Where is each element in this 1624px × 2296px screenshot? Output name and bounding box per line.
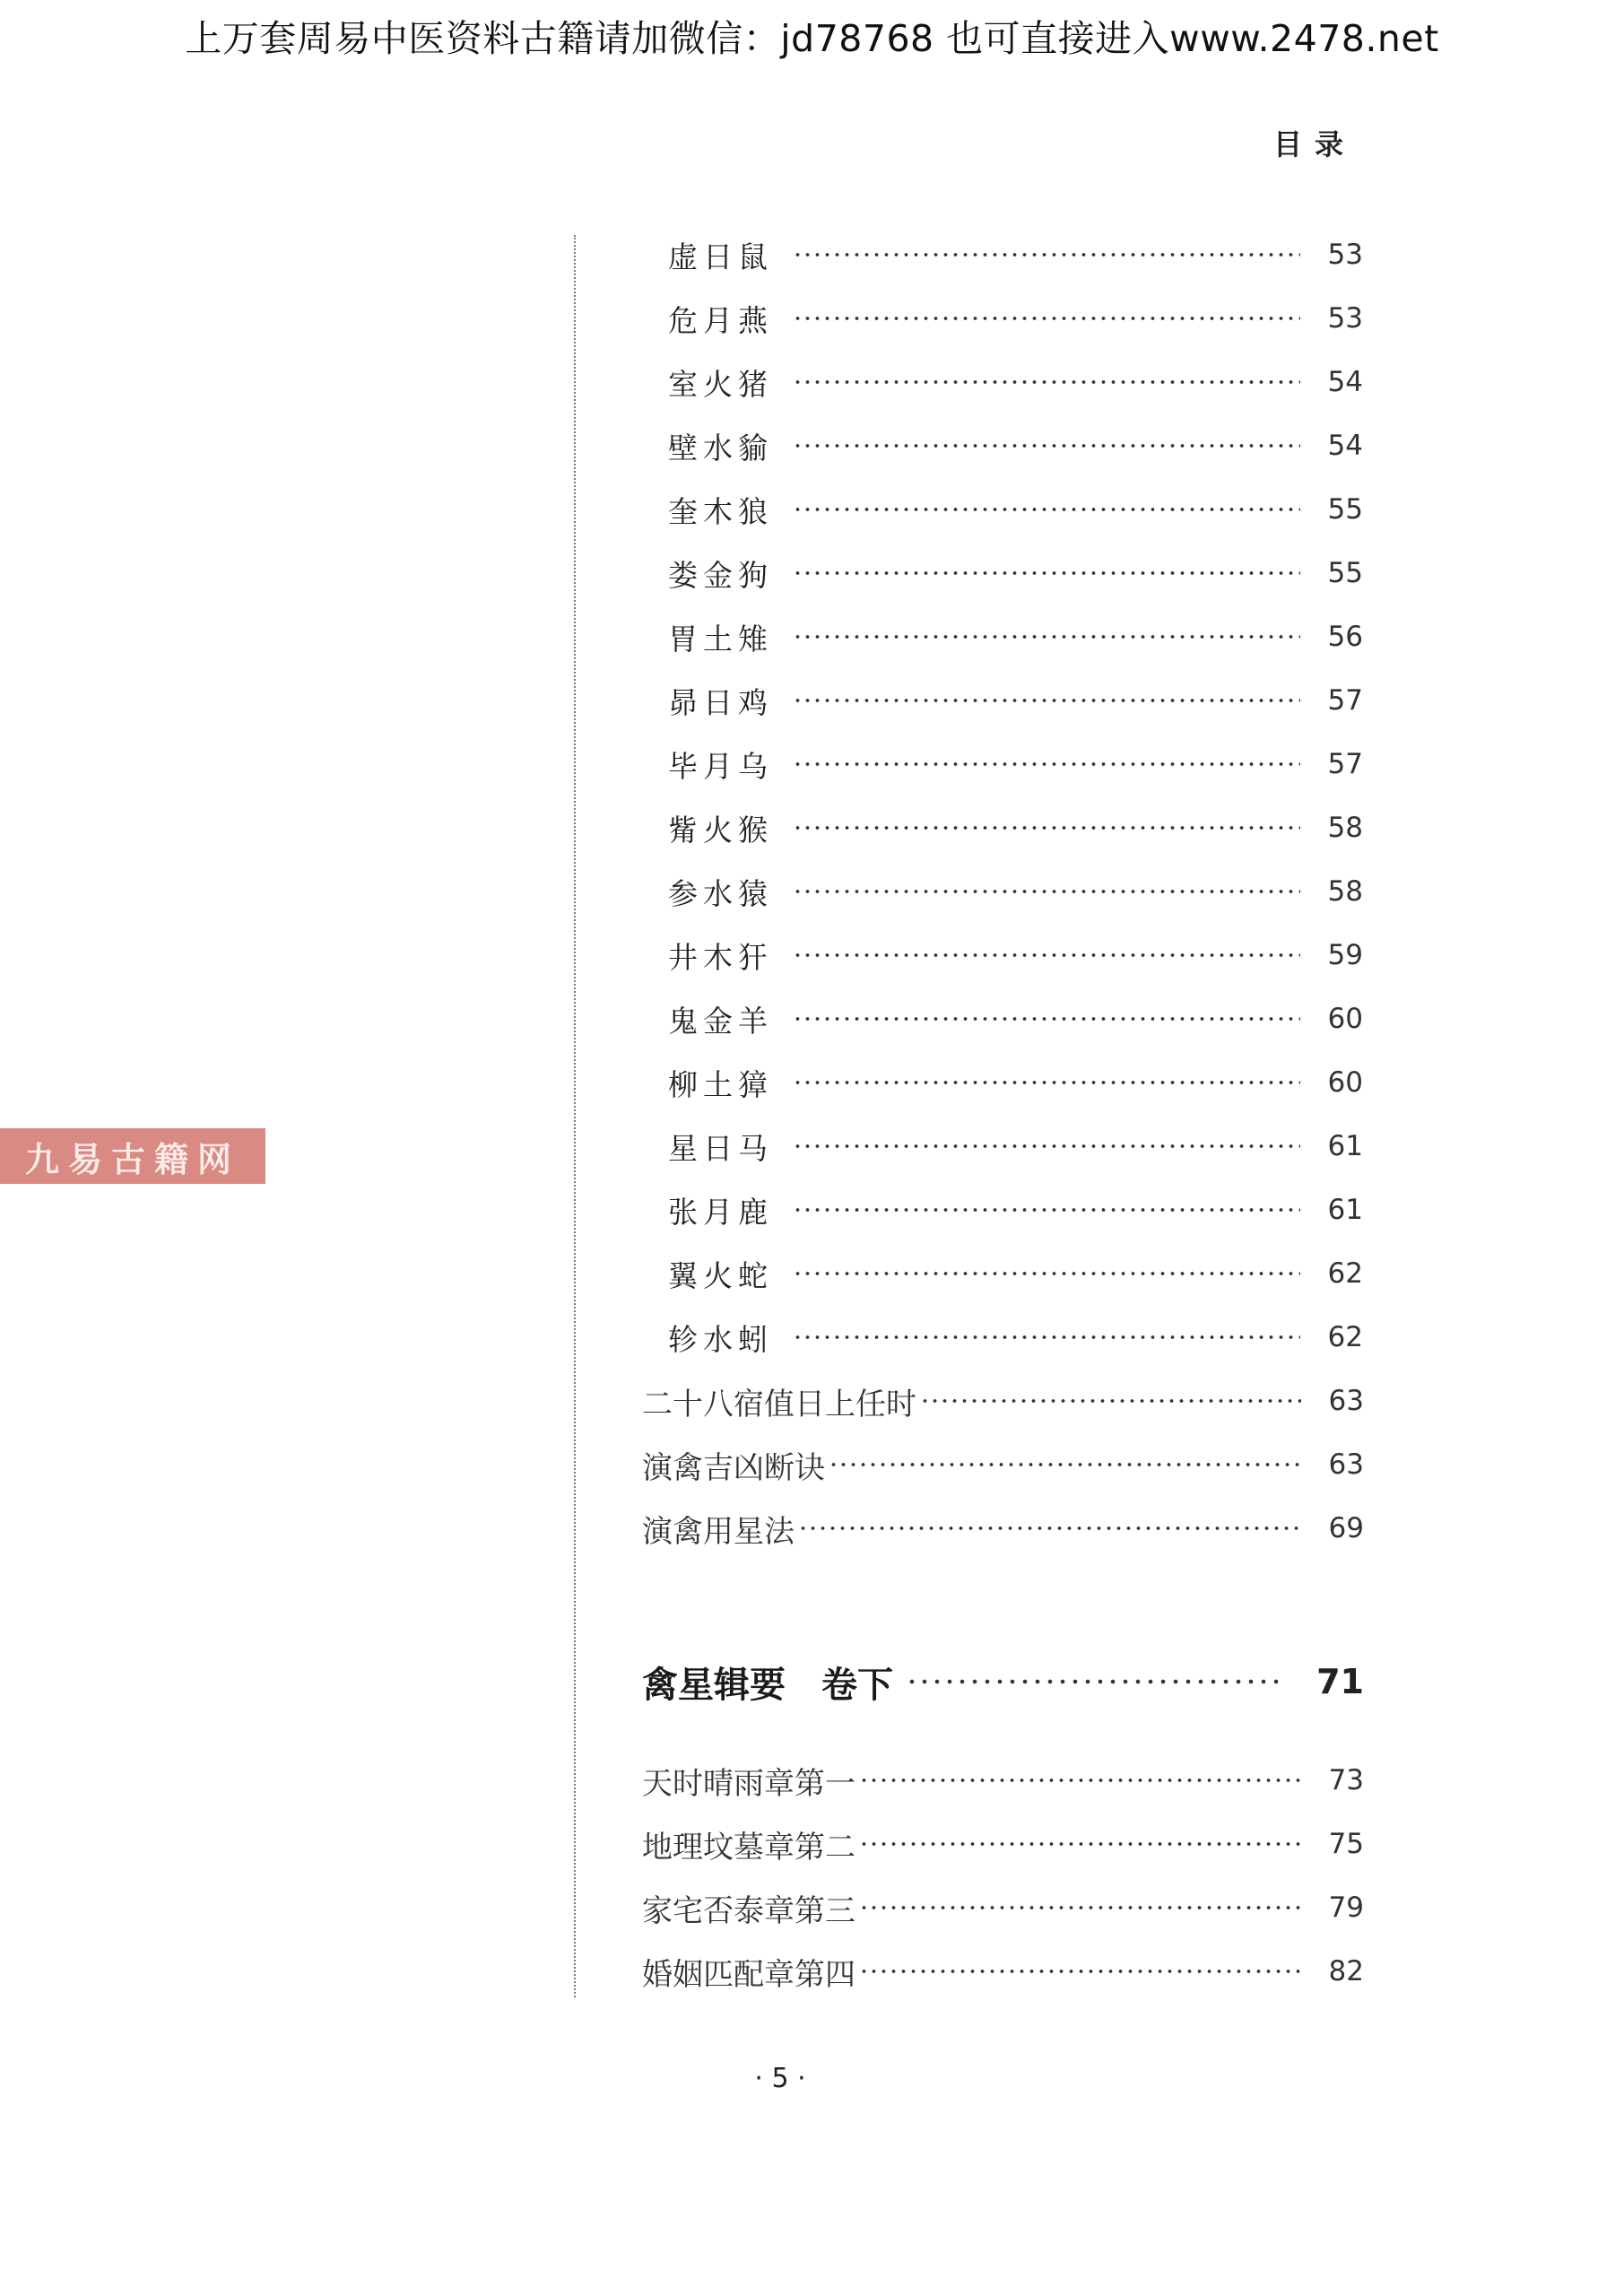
dot-leader: [793, 1205, 1300, 1215]
toc-section-heading[interactable]: [642, 1650, 1364, 1713]
entry-title: 天时晴雨章第一: [642, 1765, 855, 1802]
dot-leader: [859, 1966, 1301, 1977]
page-number: 56: [1327, 621, 1363, 653]
dot-leader: [859, 1839, 1301, 1849]
toc-entry[interactable]: [668, 865, 1363, 918]
entry-title: 胃土雉: [668, 621, 773, 657]
watermark-badge: [0, 1128, 265, 1184]
dot-leader: [793, 1332, 1300, 1343]
entry-title: 婚姻匹配章第四: [642, 1956, 855, 1993]
page-number: 59: [1327, 939, 1363, 971]
page-number: 58: [1327, 875, 1363, 908]
toc-entry[interactable]: [642, 1817, 1364, 1871]
header-banner: 上万套周易中医资料古籍请加微信：jd78768 也可直接进入www.2478.net: [185, 17, 1439, 60]
dot-leader: [793, 1077, 1300, 1088]
dot-leader: [793, 695, 1300, 706]
entry-title: 轸水蚓: [668, 1321, 773, 1357]
dot-leader: [793, 631, 1300, 642]
toc-entry[interactable]: [668, 801, 1363, 855]
dot-leader: [859, 1902, 1301, 1913]
page-number: 62: [1327, 1321, 1363, 1353]
dot-leader: [798, 1523, 1301, 1534]
entry-title: 参水猿: [668, 875, 773, 911]
page-number: 63: [1328, 1448, 1364, 1481]
toc-entry[interactable]: [668, 483, 1363, 536]
page-number-footer: · 5 ·: [754, 2063, 806, 2094]
toc-entry[interactable]: [668, 419, 1363, 473]
entry-title: 虚日鼠: [668, 239, 773, 274]
toc-entry[interactable]: [668, 992, 1363, 1046]
dot-leader: [793, 313, 1300, 324]
entry-title: 壁水貐: [668, 430, 773, 465]
running-head: 目录: [1273, 127, 1357, 161]
dot-leader: [793, 950, 1300, 961]
dot-leader: [859, 1775, 1301, 1786]
dot-leader: [793, 886, 1300, 897]
toc-entry[interactable]: [668, 928, 1363, 982]
dot-leader: [793, 759, 1300, 770]
page-number: 63: [1328, 1385, 1364, 1417]
entry-title: 家宅否泰章第三: [642, 1892, 855, 1929]
page-number: 54: [1327, 430, 1363, 462]
page-number: 57: [1327, 684, 1363, 717]
dot-leader: [793, 568, 1300, 578]
page-number: 71: [1316, 1662, 1364, 1701]
toc-entry[interactable]: [668, 546, 1363, 600]
toc-entry[interactable]: [668, 291, 1363, 345]
page-number: 54: [1327, 366, 1363, 398]
toc-entry[interactable]: [668, 1056, 1363, 1109]
watermark-text: 九易古籍网: [24, 1138, 240, 1179]
dot-leader: [920, 1396, 1301, 1406]
dot-leader: [793, 249, 1300, 260]
toc-entry[interactable]: [668, 1183, 1363, 1237]
toc-entry[interactable]: [642, 1438, 1364, 1492]
page-number: 58: [1327, 812, 1363, 844]
toc-entry[interactable]: [668, 1119, 1363, 1173]
page-number: 73: [1328, 1764, 1364, 1796]
page-number: 53: [1327, 302, 1363, 335]
dot-leader: [793, 1268, 1300, 1279]
page-number: 82: [1328, 1955, 1364, 1987]
entry-title: 翼火蛇: [668, 1257, 773, 1293]
toc-entry[interactable]: [668, 674, 1363, 727]
toc-entry[interactable]: [668, 355, 1363, 409]
entry-title: 井木犴: [668, 939, 773, 975]
page-number: 57: [1327, 748, 1363, 780]
toc-entry[interactable]: [642, 1374, 1364, 1428]
dot-leader: [793, 440, 1300, 451]
entry-title: 柳土獐: [668, 1066, 773, 1102]
page-number: 61: [1327, 1194, 1363, 1226]
dot-leader: [829, 1459, 1301, 1470]
section-title: 禽星辑要 卷下: [642, 1664, 893, 1706]
dot-leader: [793, 822, 1300, 833]
page-number: 60: [1327, 1003, 1363, 1035]
toc-entry[interactable]: [668, 1247, 1363, 1300]
entry-title: 毕月乌: [668, 748, 773, 784]
entry-title: 二十八宿值日上任时: [642, 1386, 916, 1422]
entry-title: 觜火猴: [668, 812, 773, 848]
toc-entry[interactable]: [642, 1944, 1364, 1998]
toc-entry[interactable]: [642, 1753, 1364, 1807]
toc-entry[interactable]: [668, 737, 1363, 791]
dot-leader: [793, 377, 1300, 387]
dot-leader: [793, 1013, 1300, 1024]
dot-leader: [906, 1676, 1283, 1687]
page-number: 79: [1328, 1892, 1364, 1924]
entry-title: 娄金狗: [668, 557, 773, 593]
page-number: 62: [1327, 1257, 1363, 1290]
entry-title: 鬼金羊: [668, 1003, 773, 1039]
entry-title: 奎木狼: [668, 493, 773, 529]
entry-title: 张月鹿: [668, 1194, 773, 1230]
toc-entry[interactable]: [668, 1310, 1363, 1364]
toc-entry[interactable]: [668, 610, 1363, 664]
page-number: 61: [1327, 1130, 1363, 1162]
page-number: 53: [1327, 239, 1363, 271]
dot-leader: [793, 1141, 1300, 1152]
page-number: 75: [1328, 1828, 1364, 1860]
entry-title: 演禽用星法: [642, 1513, 795, 1550]
toc-entry[interactable]: [642, 1501, 1364, 1555]
page-number: 55: [1327, 557, 1363, 589]
entry-title: 室火猪: [668, 366, 773, 402]
entry-title: 地理坟墓章第二: [642, 1829, 855, 1866]
toc-entry[interactable]: [668, 228, 1363, 282]
entry-title: 危月燕: [668, 302, 773, 338]
margin-divider: [574, 235, 576, 1997]
toc-entry[interactable]: [642, 1881, 1364, 1935]
page-number: 69: [1328, 1512, 1364, 1544]
dot-leader: [793, 504, 1300, 515]
entry-title: 昴日鸡: [668, 684, 773, 720]
entry-title: 演禽吉凶断诀: [642, 1449, 825, 1486]
page-number: 60: [1327, 1066, 1363, 1099]
page-number: 55: [1327, 493, 1363, 526]
entry-title: 星日马: [668, 1130, 773, 1166]
